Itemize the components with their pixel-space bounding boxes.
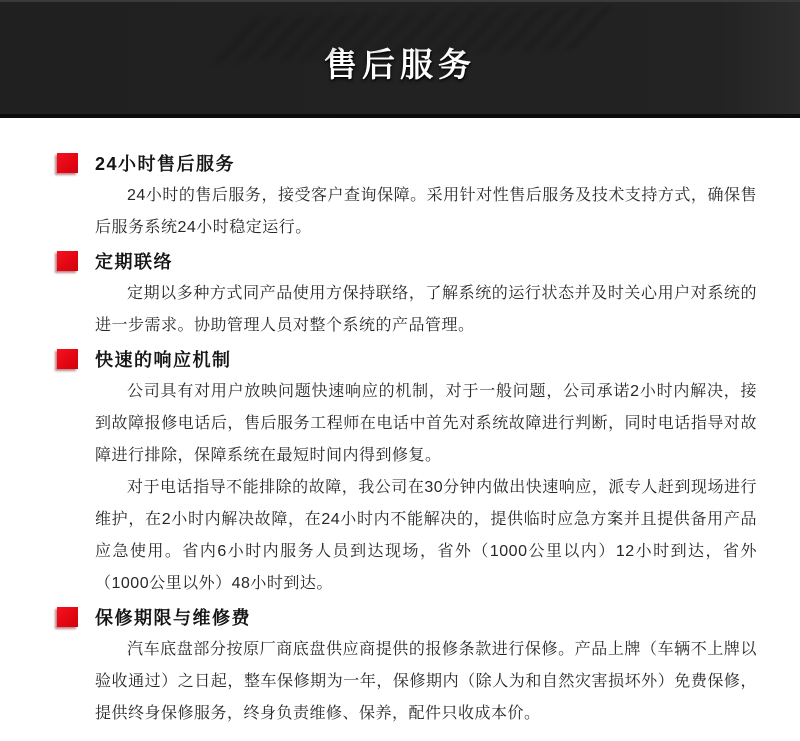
section-header: [57, 146, 762, 180]
red-square-bullet-icon: [57, 251, 78, 271]
red-square-bullet-icon: [57, 153, 78, 173]
section-heading: 定期联络: [95, 252, 173, 272]
paragraph: 24小时的售后服务，接受客户查询保障。采用针对性售后服务及技术支持方式，确保售后服务系统24小时稳定运行。: [95, 187, 757, 236]
section-header: [57, 244, 762, 278]
paragraph: 定期以多种方式同产品使用方保持联络，了解系统的运行状态并及时关心用户对系统的进一步需求。协助管理人员对整个系统的产品管理。: [95, 285, 757, 334]
paragraph: 公司具有对用户放映问题快速响应的机制，对于一般问题，公司承诺2小时内解决，接到故障报修电话后，售后服务工程师在电话中首先对系统故障进行判断，同时电话指导对故障进行排除，保障系统在最短时间内得到修复。: [95, 383, 757, 464]
paragraph: 汽车底盘部分按原厂商底盘供应商提供的报修条款进行保修。产品上牌（车辆不上牌以验收通过）之日起，整车保修期为一年，保修期内（除人为和自然灾害损坏外）免费保修，提供终身保修服务，终身负责维修、保养，配件只收成本价。: [95, 641, 757, 722]
section-regular-contact: [57, 244, 762, 342]
section-fast-response: [57, 342, 762, 600]
section-24h-service: [57, 146, 762, 244]
page-title: 售后服务: [324, 46, 476, 84]
section-heading: 快速的响应机制: [95, 350, 232, 370]
section-heading: 24小时售后服务: [95, 154, 236, 174]
section-warranty: [57, 600, 762, 730]
section-heading: 保修期限与维修费: [95, 608, 251, 628]
paragraph: 对于电话指导不能排除的故障，我公司在30分钟内做出快速响应，派专人赶到现场进行维护，在2小时内解决故障，在24小时内不能解决的，提供临时应急方案并且提供备用产品应急使用。省内6小时内服务人员到达现场，省外（1000公里以内）12小时到达，省外（1000公里以外）48小时到达。: [95, 479, 757, 592]
red-square-bullet-icon: [57, 607, 78, 627]
red-square-bullet-icon: [57, 349, 78, 369]
section-header: [57, 600, 762, 634]
content-area: [0, 118, 800, 730]
page-header-banner: [0, 0, 800, 118]
section-header: [57, 342, 762, 376]
